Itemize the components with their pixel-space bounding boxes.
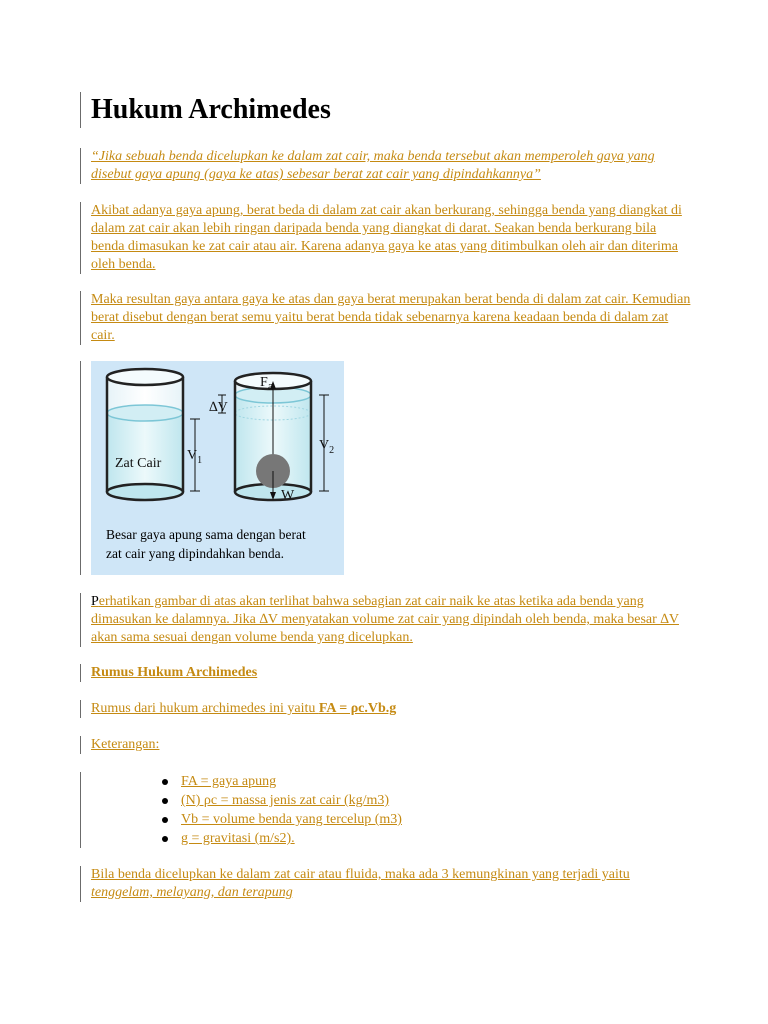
quote-block: [80, 148, 691, 184]
variables-list: [91, 772, 651, 848]
paragraph-2: [80, 291, 691, 345]
caption-line-2: zat cair yang dipindahkan benda.: [106, 546, 285, 561]
keterangan-block: [80, 736, 691, 754]
quote-link[interactable]: “Jika sebuah benda dicelupkan ke dalam zat cair, maka benda tersebut akan memperoleh gaya yang disebut gaya apung (gaya ke atas) sebesar berat zat cair yang dipindahkannya”: [91, 149, 655, 182]
closing-block: [80, 866, 711, 902]
subheading-block: [80, 664, 691, 682]
formula-block: [80, 700, 691, 718]
paragraph-1: [80, 202, 691, 274]
caption-line-1: Besar gaya apung sama dengan berat: [106, 527, 306, 542]
paragraph-3-link[interactable]: [91, 593, 691, 647]
v1-label: $V_1$: [187, 448, 203, 466]
formula-expression: FA = ρc.Vb.g: [318, 701, 397, 716]
paragraph-1-link[interactable]: Akibat adanya gaya apung, berat beda di dalam zat cair akan berkurang, sehingga benda yang diangkat di dalam zat cair akan lebih ringan daripada benda yang diangkat di darat. Seakan benda berkurang bila benda dimasukan ke zat cair atau air. Karena adanya gaya ke atas yang ditimbulkan oleh air dan diterima oleh benda.: [91, 203, 682, 272]
list-item[interactable]: (N) ρc = massa jenis zat cair (kg/m3): [91, 791, 651, 810]
list-item[interactable]: FA = gaya apung: [91, 772, 651, 791]
subheading-link[interactable]: Rumus Hukum Archimedes: [91, 665, 258, 680]
page-title: Hukum Archimedes: [91, 94, 331, 125]
figure-rule: [80, 361, 81, 575]
list-item[interactable]: g = gravitasi (m/s2).: [91, 829, 651, 848]
archimedes-figure: [91, 361, 344, 575]
closing-link[interactable]: [91, 866, 711, 902]
w-label: W: [281, 488, 295, 503]
title-block: [80, 92, 331, 128]
closing-line-2: tenggelam, melayang, dan terapung: [91, 885, 293, 900]
closing-line-1: Bila benda dicelupkan ke dalam zat cair atau fluida, maka ada 3 kemungkinan yang terjadi yaitu: [91, 867, 630, 882]
formula-link[interactable]: [91, 700, 691, 718]
keterangan-link[interactable]: Keterangan:: [91, 737, 160, 752]
fa-label: Fa: [260, 375, 274, 393]
left-cylinder: [107, 369, 183, 500]
fluid-label: Zat Cair: [115, 456, 162, 471]
list-item[interactable]: Vb = volume benda yang tercelup (m3): [91, 810, 651, 829]
formula-intro: Rumus dari hukum archimedes ini yaitu: [91, 701, 319, 716]
delta-v-label: ∆V: [209, 400, 228, 415]
paragraph-3-first-letter: P: [91, 594, 99, 609]
figure-caption: [106, 525, 336, 563]
variables-list-block: [80, 772, 651, 848]
paragraph-3: [80, 593, 691, 647]
paragraph-2-link[interactable]: Maka resultan gaya antara gaya ke atas dan gaya berat merupakan berat benda di dalam zat cair. Kemudian berat disebut dengan berat semu yaitu berat benda tidak sebenarnya karena keadaan benda di dalam zat cair.: [91, 292, 691, 343]
v2-label: $V_2$: [319, 438, 335, 456]
paragraph-3-text: erhatikan gambar di atas akan terlihat bahwa sebagian zat cair naik ke atas ketika ada benda yang dimasukan ke dalamnya. Jika ∆V menyatakan volume zat cair yang dipindah oleh benda, maka besar ∆V akan sama sesuai dengan volume benda yang dicelupkan.: [91, 594, 679, 645]
